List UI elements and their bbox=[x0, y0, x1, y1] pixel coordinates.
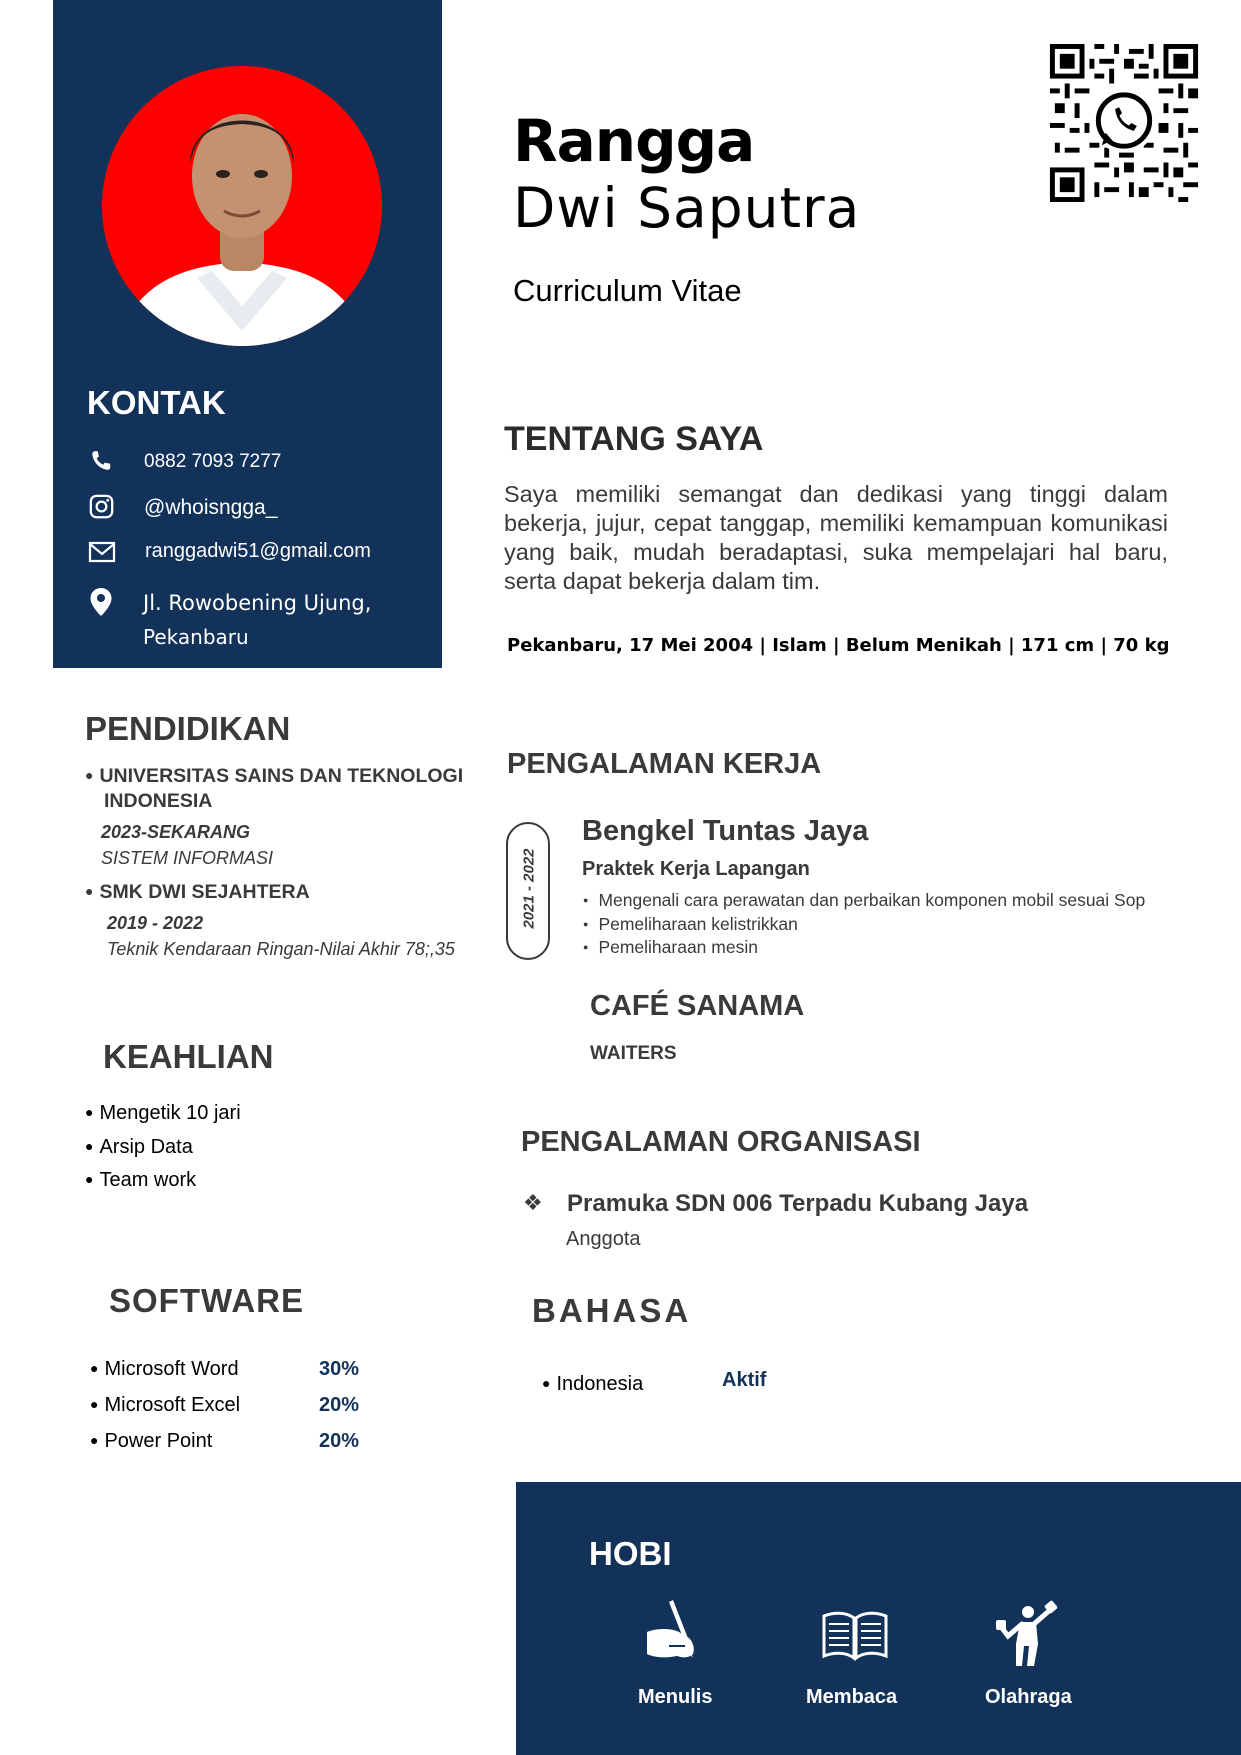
instagram-icon bbox=[88, 493, 115, 520]
job-task bbox=[583, 937, 758, 958]
software-item bbox=[90, 1394, 240, 1417]
skill-item-label: Mengetik 10 jari bbox=[99, 1102, 241, 1124]
software-item-level: 20% bbox=[319, 1430, 360, 1452]
phone-text: 0882 7093 7277 bbox=[144, 451, 282, 472]
language-title: BAHASA bbox=[532, 1292, 692, 1329]
skill-item-label: Team work bbox=[99, 1169, 197, 1191]
email-icon bbox=[88, 540, 116, 564]
education-major-1: SISTEM INFORMASI bbox=[101, 848, 274, 868]
software-item bbox=[90, 1430, 212, 1453]
instagram-text: @whoisngga_ bbox=[144, 496, 278, 519]
phone-icon bbox=[88, 448, 114, 474]
exercise-icon bbox=[994, 1600, 1064, 1668]
education-school-1-name: UNIVERSITAS SAINS DAN TEKNOLOGI bbox=[99, 765, 464, 787]
software-item-name: Microsoft Excel bbox=[104, 1394, 241, 1416]
software-item bbox=[90, 1358, 239, 1381]
education-major-2: Teknik Kendaraan Ringan-Nilai Akhir 78;,35 bbox=[107, 939, 455, 959]
skill-item bbox=[85, 1169, 196, 1192]
job-role-2: WAITERS bbox=[590, 1043, 677, 1064]
first-name: Rangga bbox=[513, 107, 755, 175]
skills-title: KEAHLIAN bbox=[103, 1038, 274, 1075]
software-title: SOFTWARE bbox=[109, 1282, 304, 1319]
skill-item bbox=[85, 1102, 241, 1125]
email-text: ranggadwi51@gmail.com bbox=[145, 540, 371, 562]
whatsapp-qr-icon bbox=[1049, 44, 1199, 202]
language-level: Aktif bbox=[722, 1369, 767, 1391]
address-line2: Pekanbaru bbox=[143, 625, 249, 649]
organization-role: Anggota bbox=[566, 1228, 641, 1250]
hobby-label: Membaca bbox=[806, 1686, 898, 1708]
last-name: Dwi Saputra bbox=[513, 176, 861, 240]
job-task-text: Pemeliharaan mesin bbox=[598, 937, 758, 957]
personal-details: Pekanbaru, 17 Mei 2004 | Islam | Belum Menikah | 171 cm | 70 kg bbox=[507, 635, 1170, 656]
hobby-label: Olahraga bbox=[985, 1686, 1072, 1708]
work-period: 2021 - 2022 bbox=[520, 848, 538, 929]
job-task bbox=[583, 890, 1145, 911]
education-school-1 bbox=[85, 765, 463, 788]
about-title: TENTANG SAYA bbox=[504, 420, 764, 458]
open-book-icon bbox=[820, 1608, 890, 1664]
education-school-1-line2: INDONESIA bbox=[104, 790, 213, 812]
person-portrait-icon bbox=[102, 66, 382, 346]
software-item-name: Power Point bbox=[104, 1430, 213, 1452]
profile-photo bbox=[102, 66, 382, 346]
language-name: Indonesia bbox=[556, 1373, 644, 1395]
skill-item bbox=[85, 1136, 193, 1159]
job-role-1: Praktek Kerja Lapangan bbox=[582, 858, 810, 880]
address-line1: Jl. Rowobening Ujung, bbox=[143, 591, 372, 615]
cv-subtitle: Curriculum Vitae bbox=[513, 273, 742, 308]
job-task bbox=[583, 914, 798, 935]
language-item bbox=[542, 1373, 643, 1396]
location-pin-icon bbox=[89, 587, 113, 617]
job-task-text: Mengenali cara perawatan dan perbaikan komponen mobil sesuai Sop bbox=[598, 890, 1146, 910]
education-school-2 bbox=[85, 881, 310, 904]
job-company-1: Bengkel Tuntas Jaya bbox=[582, 815, 869, 847]
education-title: PENDIDIKAN bbox=[85, 710, 291, 747]
education-period-2: 2019 - 2022 bbox=[107, 913, 204, 933]
diamond-bullet-icon: ❖ bbox=[523, 1190, 543, 1215]
software-item-name: Microsoft Word bbox=[104, 1358, 239, 1380]
education-school-2-name: SMK DWI SEJAHTERA bbox=[99, 881, 310, 903]
software-item-level: 30% bbox=[319, 1358, 360, 1380]
organization-name: Pramuka SDN 006 Terpadu Kubang Jaya bbox=[567, 1190, 1029, 1217]
about-text: Saya memiliki semangat dan dedikasi yang tinggi dalam bekerja, jujur, cepat tanggap, memiliki kemampuan komunikasi yang baik, mudah beradaptasi, suka mempelajari hal baru, serta dapat bekerja dalam tim. bbox=[504, 481, 1168, 594]
skill-item-label: Arsip Data bbox=[99, 1136, 193, 1158]
hobby-title: HOBI bbox=[589, 1535, 672, 1572]
writing-hand-icon bbox=[643, 1596, 713, 1666]
contact-title: KONTAK bbox=[87, 384, 226, 421]
hobby-label: Menulis bbox=[638, 1686, 713, 1708]
job-task-text: Pemeliharaan kelistrikkan bbox=[598, 914, 798, 934]
education-period-1: 2023-SEKARANG bbox=[101, 822, 251, 842]
organization-title: PENGALAMAN ORGANISASI bbox=[521, 1126, 921, 1158]
work-title: PENGALAMAN KERJA bbox=[507, 748, 822, 780]
job-company-2: CAFÉ SANAMA bbox=[590, 990, 805, 1022]
software-item-level: 20% bbox=[319, 1394, 360, 1416]
